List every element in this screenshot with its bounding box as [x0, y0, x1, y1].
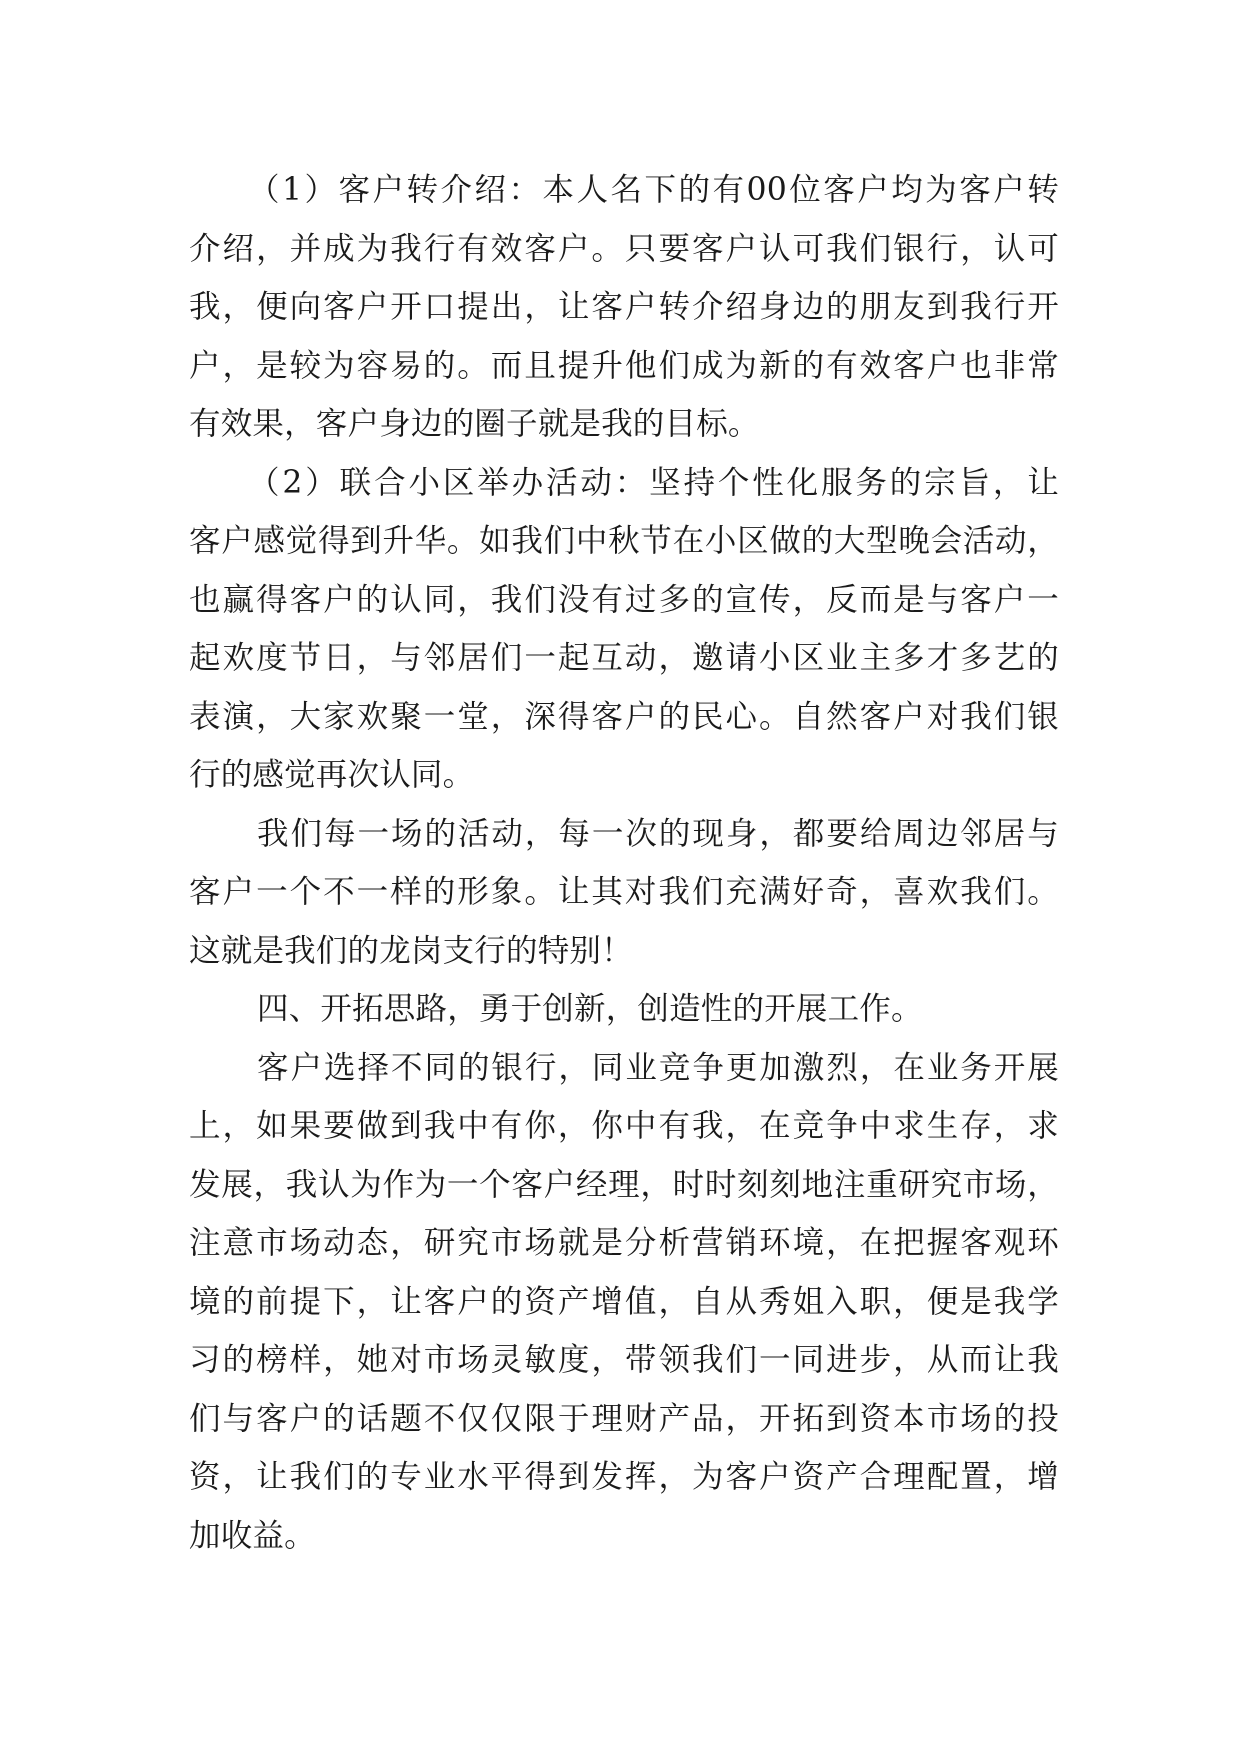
text-line: 加收益。: [189, 1517, 316, 1554]
paragraph-branch-image: [189, 805, 1059, 981]
text-line: 们与客户的话题不仅仅限于理财产品，开拓到资本市场的投: [189, 1400, 1059, 1437]
text-line: （2）联合小区举办活动：坚持个性化服务的宗旨，让: [248, 464, 1059, 501]
text-line: 起欢度节日，与邻居们一起互动，邀请小区业主多才多艺的: [189, 640, 1059, 676]
text-line: 客户感觉得到升华。如我们中秋节在小区做的大型晚会活动，: [189, 523, 1059, 559]
text-line: 介绍，并成为我行有效客户。只要客户认可我们银行，认可: [189, 230, 1059, 267]
text-line: 行的感觉再次认同。: [189, 757, 475, 793]
text-line: 这就是我们的龙岗支行的特别！: [189, 932, 633, 969]
section-heading: 四、开拓思路，勇于创新，创造性的开展工作。: [257, 991, 923, 1027]
text-line: 注意市场动态，研究市场就是分析营销环境，在把握客观环: [189, 1225, 1059, 1261]
text-line: 客户选择不同的银行，同业竞争更加激烈，在业务开展: [257, 1049, 1059, 1086]
text-line: 表演，大家欢聚一堂，深得客户的民心。自然客户对我们银: [189, 698, 1059, 735]
text-line: 户，是较为容易的。而且提升他们成为新的有效客户也非常: [189, 347, 1059, 384]
section-heading-innovation: [189, 980, 1059, 1039]
paragraph-community-activities: [189, 454, 1059, 805]
text-line: 我们每一场的活动，每一次的现身，都要给周边邻居与: [257, 815, 1059, 852]
text-line: （1）客户转介绍：本人名下的有00位客户均为客户转: [248, 172, 1059, 208]
text-line: 资，让我们的专业水平得到发挥，为客户资产合理配置，增: [189, 1459, 1059, 1495]
text-line: 客户一个不一样的形象。让其对我们充满好奇，喜欢我们。: [189, 874, 1059, 910]
text-line: 有效果，客户身边的圈子就是我的目标。: [189, 406, 760, 442]
paragraph-market-research: [189, 1039, 1059, 1566]
text-line: 发展，我认为作为一个客户经理，时时刻刻地注重研究市场，: [189, 1166, 1059, 1203]
paragraph-customer-referral: [189, 161, 1059, 454]
document-page: [189, 161, 1059, 1565]
text-line: 我，便向客户开口提出，让客户转介绍身边的朋友到我行开: [189, 289, 1059, 325]
text-line: 上，如果要做到我中有你，你中有我，在竞争中求生存，求: [189, 1108, 1059, 1144]
text-line: 境的前提下，让客户的资产增值，自从秀姐入职，便是我学: [189, 1283, 1059, 1320]
text-line: 也赢得客户的认同，我们没有过多的宣传，反而是与客户一: [189, 581, 1059, 618]
text-line: 习的榜样，她对市场灵敏度，带领我们一同进步，从而让我: [189, 1342, 1059, 1378]
